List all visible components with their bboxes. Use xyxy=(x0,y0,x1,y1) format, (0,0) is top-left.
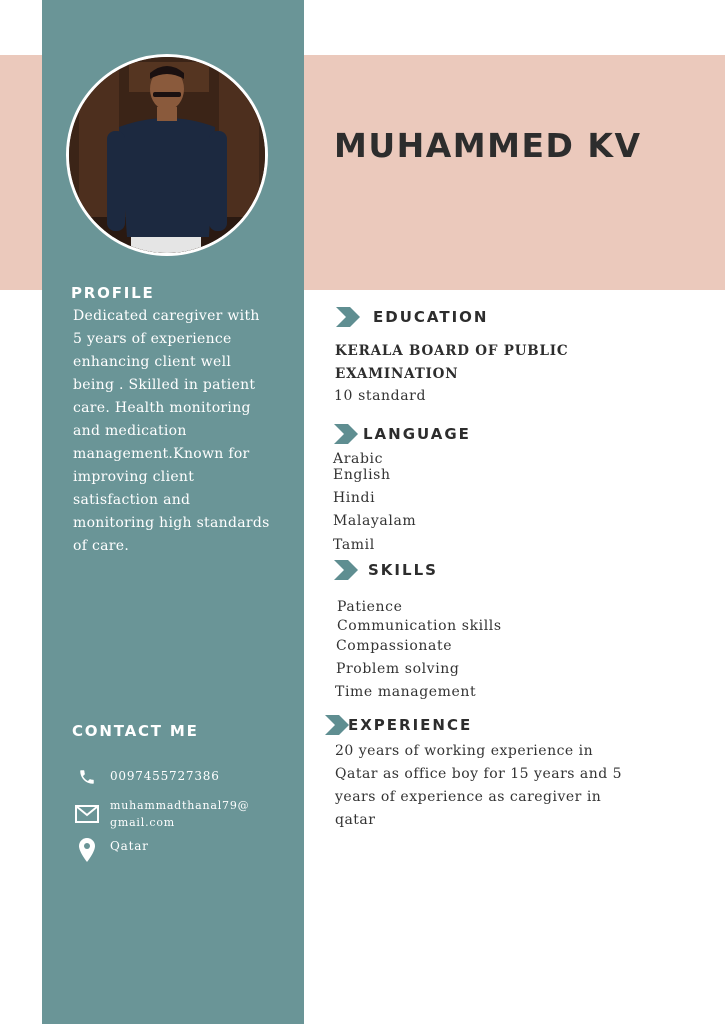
chevron-right-icon xyxy=(334,424,360,444)
language-item: Tamil xyxy=(333,537,375,553)
email-line-2: gmail.com xyxy=(110,816,175,829)
phone-number: 0097455727386 xyxy=(110,769,220,783)
phone-icon xyxy=(72,768,102,786)
profile-heading: PROFILE xyxy=(71,284,155,302)
skill-item: Problem solving xyxy=(336,661,460,677)
chevron-right-icon xyxy=(334,560,360,580)
skills-heading-label: SKILLS xyxy=(368,561,438,579)
skill-item: Compassionate xyxy=(336,638,453,654)
language-heading-label: LANGUAGE xyxy=(363,425,471,443)
education-institution xyxy=(335,340,568,386)
education-level: 10 standard xyxy=(334,388,427,404)
location-pin-icon xyxy=(72,838,102,862)
skills-heading xyxy=(334,560,438,580)
skill-item: Communication skills xyxy=(337,618,502,634)
profile-photo xyxy=(66,54,268,256)
profile-text: Dedicated caregiver with 5 years of experience enhancing client well being . Skilled in patient care. Health monitoring and medication management.Known for improving client satisfaction and monitoring high standards of care. xyxy=(73,308,270,554)
skill-item: Time management xyxy=(335,684,477,700)
language-item: Arabic xyxy=(333,451,384,467)
email-line-1: muhammadthanal79@ xyxy=(110,799,250,812)
contact-email xyxy=(72,797,249,831)
education-institution-line-2: EXAMINATION xyxy=(335,366,459,382)
skill-item: Patience xyxy=(337,599,403,615)
experience-text: 20 years of working experience in Qatar as office boy for 15 years and 5 years of experience as caregiver in qatar xyxy=(335,743,623,828)
education-institution-line-1: KERALA BOARD OF PUBLIC xyxy=(335,343,569,359)
chevron-right-icon xyxy=(336,307,362,327)
experience-heading-label: EXPERIENCE xyxy=(348,716,473,734)
language-heading xyxy=(334,424,471,444)
language-item: Hindi xyxy=(333,490,376,506)
contact-location xyxy=(72,838,149,862)
language-item: English xyxy=(333,467,391,483)
education-heading-label: EDUCATION xyxy=(373,308,489,326)
contact-heading: CONTACT ME xyxy=(72,722,199,740)
mail-icon xyxy=(72,797,102,831)
contact-phone xyxy=(72,768,220,786)
experience-heading xyxy=(325,715,472,735)
location-text: Qatar xyxy=(110,839,149,853)
language-item: Malayalam xyxy=(333,513,417,529)
education-heading xyxy=(336,307,488,327)
candidate-name: MUHAMMED KV xyxy=(334,126,642,165)
